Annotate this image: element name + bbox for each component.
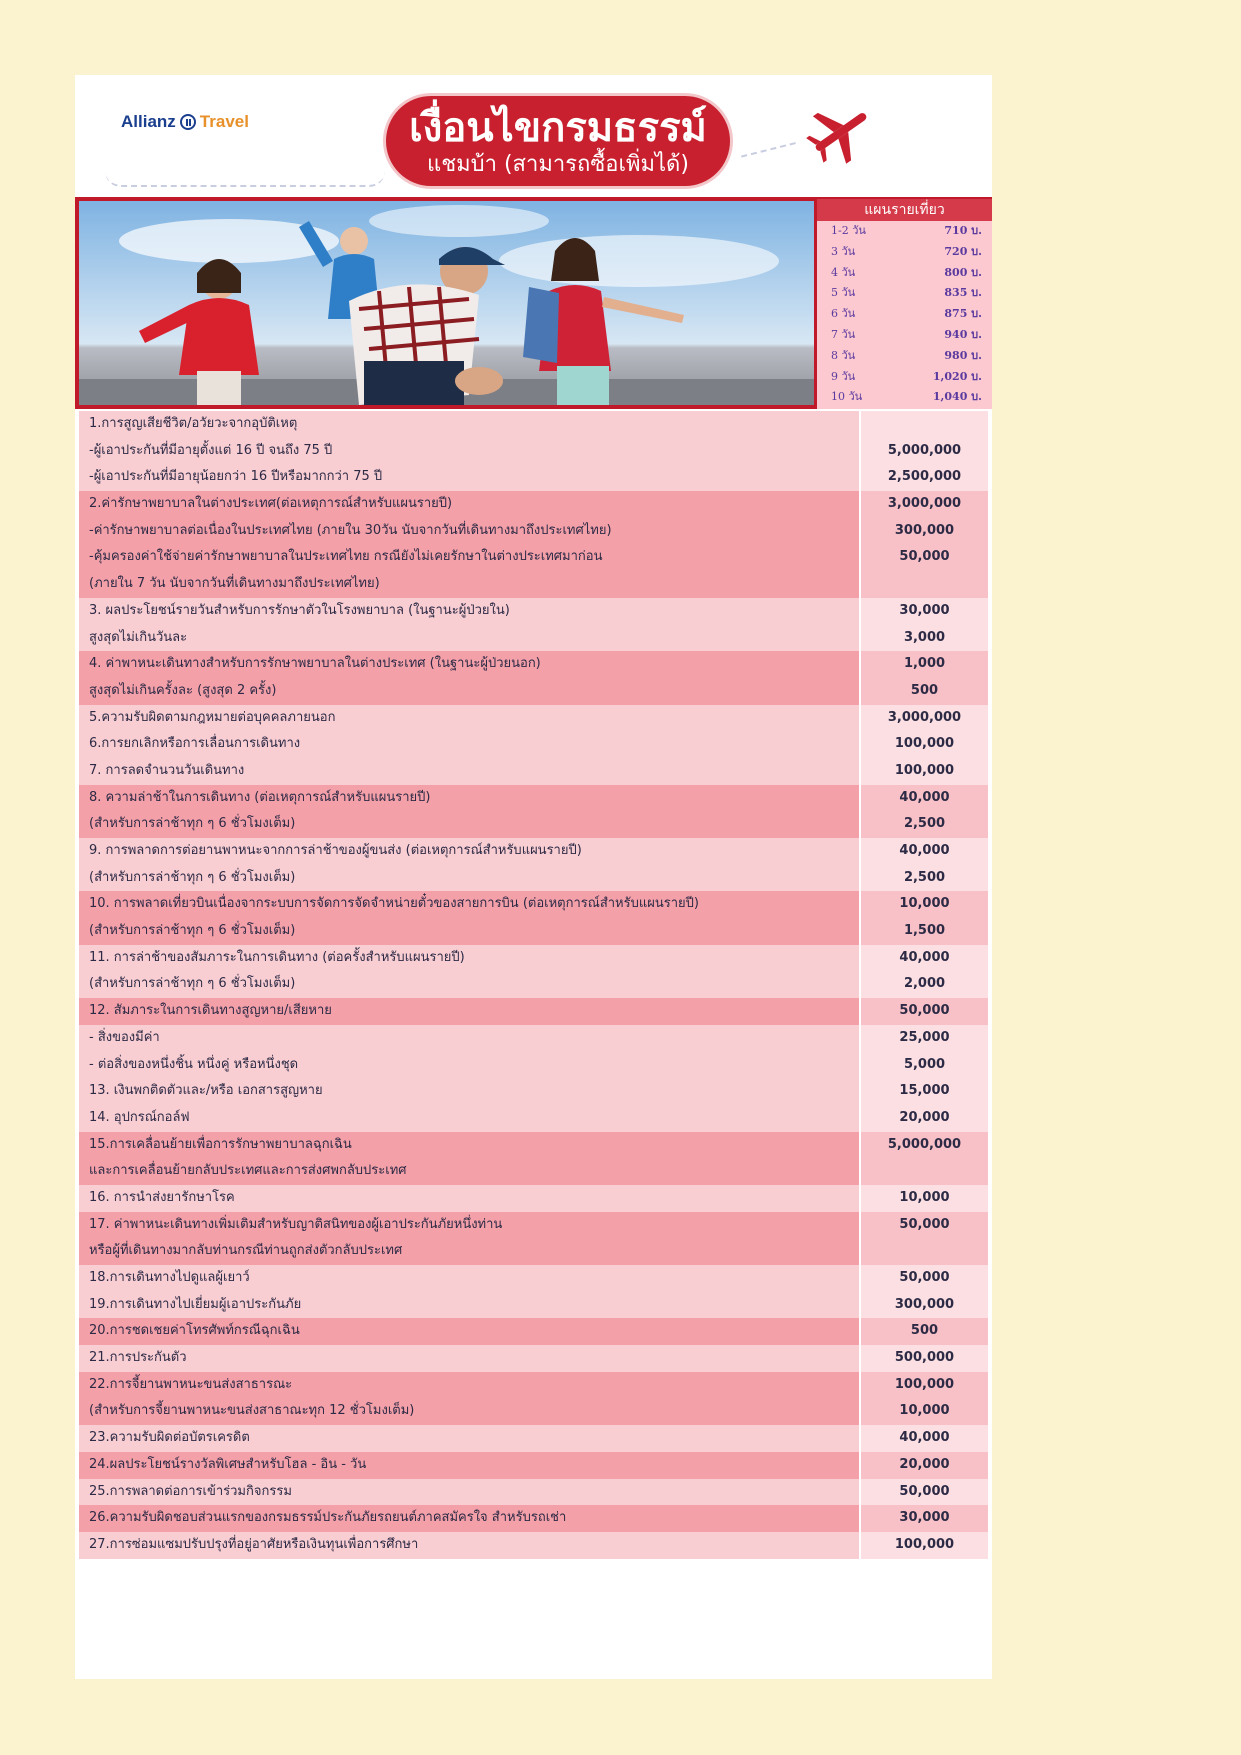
- benefit-label: 2.ค่ารักษาพยาบาลในต่างประเทศ(ต่อเหตุการณ์สำหรับแผนรายปี): [89, 496, 453, 512]
- benefit-label: 26.ความรับผิดชอบส่วนแรกของกรมธรรม์ประกันภัยรถยนต์ภาคสมัครใจ สำหรับรถเช่า: [89, 1510, 567, 1526]
- benefit-row: [79, 464, 988, 491]
- benefit-label: (สำหรับการล่าช้าทุก ๆ 6 ชั่วโมงเต็ม): [89, 869, 296, 885]
- benefit-label: 23.ความรับผิดต่อบัตรเครดิต: [89, 1430, 250, 1446]
- page-subtitle: แชมบ้า (สามารถซื้อเพิ่มได้): [427, 152, 689, 177]
- benefit-row: [79, 945, 988, 972]
- benefit-label: 4. ค่าพาหนะเดินทางสำหรับการรักษาพยาบาลในต่างประเทศ (ในฐานะผู้ป่วยนอก): [89, 656, 541, 672]
- trip-duration: 1-2 วัน: [831, 224, 866, 237]
- price-panel-heading: แผนรายเที่ยว: [817, 199, 992, 221]
- benefit-row: [79, 865, 988, 892]
- benefit-label: 3. ผลประโยชน์รายวันสำหรับการรักษาตัวในโรงพยาบาล (ในฐานะผู้ป่วยใน): [89, 602, 510, 618]
- benefit-label: 12. สัมภาระในการเดินทางสูญหาย/เสียหาย: [89, 1003, 332, 1019]
- trip-duration: 3 วัน: [831, 244, 856, 258]
- benefit-row: [79, 1345, 988, 1372]
- benefit-row: [79, 811, 988, 838]
- benefit-label: 19.การเดินทางไปเยี่ยมผู้เอาประกันภัย: [89, 1296, 302, 1312]
- hero-section: [75, 197, 992, 409]
- benefit-row: [79, 891, 988, 918]
- benefit-amount: 3,000,000: [859, 491, 988, 518]
- benefit-amount: 300,000: [859, 518, 988, 545]
- price-row: [817, 283, 992, 304]
- trip-duration: 6 วัน: [831, 307, 856, 321]
- price-row: [817, 387, 992, 408]
- brand-name: Allianz: [121, 112, 176, 131]
- benefit-amount: [859, 1158, 988, 1185]
- policy-sheet: [75, 75, 992, 1679]
- benefit-row: [79, 625, 988, 652]
- benefit-amount: 5,000,000: [859, 438, 988, 465]
- benefit-amount: 1,000: [859, 651, 988, 678]
- benefit-amount: 10,000: [859, 891, 988, 918]
- benefit-label: - ต่อสิ่งของหนึ่งชิ้น หนึ่งคู่ หรือหนึ่งชุด: [89, 1056, 299, 1072]
- benefit-row: [79, 544, 988, 571]
- benefit-label: (ภายใน 7 วัน นับจากวันที่เดินทางมาถึงประเทศไทย): [89, 576, 380, 592]
- benefit-row: [79, 518, 988, 545]
- price-row: [817, 325, 992, 346]
- benefit-amount: 25,000: [859, 1025, 988, 1052]
- benefit-amount: [859, 1238, 988, 1265]
- benefit-label: สูงสุดไม่เกินวันละ: [89, 629, 188, 645]
- benefit-amount: 40,000: [859, 1425, 988, 1452]
- benefit-amount: 40,000: [859, 945, 988, 972]
- trip-duration: 10 วัน: [831, 390, 863, 404]
- benefit-amount: 3,000: [859, 625, 988, 652]
- benefit-amount: 15,000: [859, 1078, 988, 1105]
- price-row: [817, 367, 992, 388]
- benefit-label: - สิ่งของมีค่า: [89, 1029, 160, 1045]
- benefit-amount: 100,000: [859, 731, 988, 758]
- benefit-row: [79, 1318, 988, 1345]
- title-banner: [383, 93, 733, 189]
- allianz-eagle-icon: [180, 114, 196, 130]
- trip-duration: 5 วัน: [831, 286, 856, 300]
- benefit-row: [79, 651, 988, 678]
- benefit-label: 9. การพลาดการต่อยานพาหนะจากการล่าช้าของผู้ขนส่ง (ต่อเหตุการณ์สำหรับแผนรายปี): [89, 843, 582, 858]
- trip-duration: 8 วัน: [831, 348, 856, 362]
- benefit-amount: 2,500: [859, 811, 988, 838]
- benefit-row: [79, 785, 988, 812]
- benefit-row: [79, 1425, 988, 1452]
- benefit-label: (สำหรับการล่าช้าทุก ๆ 6 ชั่วโมงเต็ม): [89, 816, 296, 832]
- benefit-row: [79, 758, 988, 785]
- benefit-row: [79, 1185, 988, 1212]
- benefit-row: [79, 1078, 988, 1105]
- benefit-label: 22.การจี้ยานพาหนะขนส่งสาธารณะ: [89, 1376, 293, 1392]
- benefit-amount: 5,000: [859, 1052, 988, 1079]
- benefit-label: 14. อุปกรณ์กอล์ฟ: [89, 1109, 190, 1125]
- benefit-label: 8. ความล่าช้าในการเดินทาง (ต่อเหตุการณ์สำหรับแผนรายปี): [89, 789, 431, 805]
- benefit-amount: 2,500,000: [859, 464, 988, 491]
- benefit-label: 1.การสูญเสียชีวิต/อวัยวะจากอุบัติเหตุ: [89, 416, 298, 431]
- benefit-amount: 20,000: [859, 1452, 988, 1479]
- travelers-illustration: [79, 201, 814, 405]
- airplane-icon: [803, 97, 879, 167]
- benefit-amount: 30,000: [859, 598, 988, 625]
- benefit-label: 25.การพลาดต่อการเข้าร่วมกิจกรรม: [89, 1483, 292, 1499]
- benefit-row: [79, 1292, 988, 1319]
- benefit-amount: 50,000: [859, 998, 988, 1025]
- benefit-amount: 100,000: [859, 758, 988, 785]
- benefit-label: 20.การชดเชยค่าโทรศัพท์กรณีฉุกเฉิน: [89, 1323, 300, 1339]
- benefit-label: 24.ผลประโยชน์รางวัลพิเศษสำหรับโฮล - อิน - วัน: [89, 1456, 367, 1472]
- trip-price: 835 บ.: [944, 286, 982, 300]
- benefit-label: -ค่ารักษาพยาบาลต่อเนื่องในประเทศไทย (ภายใน 30วัน นับจากวันที่เดินทางมาถึงประเทศไทย): [89, 522, 612, 538]
- trip-price: 875 บ.: [944, 307, 982, 321]
- benefit-amount: [859, 411, 988, 438]
- benefit-amount: 500,000: [859, 1345, 988, 1372]
- benefit-label: 5.ความรับผิดตามกฎหมายต่อบุคคลภายนอก: [89, 709, 336, 725]
- price-row: [817, 263, 992, 284]
- benefit-amount: 50,000: [859, 1265, 988, 1292]
- benefit-amount: 10,000: [859, 1398, 988, 1425]
- benefit-amount: [859, 571, 988, 598]
- benefit-label: (สำหรับการล่าช้าทุก ๆ 6 ชั่วโมงเต็ม): [89, 923, 296, 939]
- benefit-amount: 2,500: [859, 865, 988, 892]
- benefit-amount: 100,000: [859, 1532, 988, 1559]
- benefit-amount: 500: [859, 678, 988, 705]
- benefit-row: [79, 998, 988, 1025]
- benefit-row: [79, 1452, 988, 1479]
- price-row: [817, 242, 992, 263]
- trip-price-panel: [817, 199, 992, 409]
- benefit-row: [79, 491, 988, 518]
- benefit-row: [79, 598, 988, 625]
- benefit-label: 6.การยกเลิกหรือการเลื่อนการเดินทาง: [89, 736, 301, 752]
- benefit-label: หรือผู้ที่เดินทางมากลับท่านกรณีท่านถูกส่งตัวกลับประเทศ: [89, 1243, 403, 1259]
- brand-sub: Travel: [199, 112, 249, 131]
- benefit-amount: 500: [859, 1318, 988, 1345]
- dashed-flight-path-right: [738, 130, 796, 157]
- benefit-label: 11. การล่าช้าของสัมภาระในการเดินทาง (ต่อครั้งสำหรับแผนรายปี): [89, 949, 465, 965]
- trip-price: 940 บ.: [944, 327, 982, 341]
- benefit-label: 7. การลดจำนวนวันเดินทาง: [89, 762, 245, 778]
- benefit-amount: 50,000: [859, 1479, 988, 1506]
- benefit-row: [79, 1212, 988, 1239]
- benefit-label: (สำหรับการจี้ยานพาหนะขนส่งสาธาณะทุก 12 ชั่วโมงเต็ม): [89, 1403, 415, 1419]
- benefit-amount: 50,000: [859, 544, 988, 571]
- benefit-label: 27.การซ่อมแซมปรับปรุงที่อยู่อาศัยหรือเงินทุนเพื่อการศึกษา: [89, 1536, 419, 1552]
- benefit-label: 15.การเคลื่อนย้ายเพื่อการรักษาพยาบาลฉุกเฉิน: [89, 1136, 352, 1152]
- price-list: [817, 221, 992, 408]
- benefit-label: -คุ้มครองค่าใช้จ่ายค่ารักษาพยาบาลในประเทศไทย กรณียังไม่เคยรักษาในต่างประเทศมาก่อน: [89, 549, 603, 565]
- benefit-row: [79, 411, 988, 438]
- trip-price: 800 บ.: [944, 265, 982, 279]
- trip-duration: 4 วัน: [831, 265, 856, 279]
- dashed-flight-path: [105, 171, 385, 187]
- benefit-label: -ผู้เอาประกันที่มีอายุตั้งแต่ 16 ปี จนถึง 75 ปี: [89, 442, 333, 458]
- benefit-row: [79, 838, 988, 865]
- benefit-row: [79, 971, 988, 998]
- trip-duration: 7 วัน: [831, 327, 856, 341]
- benefit-row: [79, 438, 988, 465]
- trip-price: 710 บ.: [944, 224, 982, 237]
- benefit-amount: 1,500: [859, 918, 988, 945]
- header: [75, 75, 992, 195]
- benefit-label: และการเคลื่อนย้ายกลับประเทศและการส่งศพกลับประเทศ: [89, 1163, 407, 1179]
- benefit-amount: 40,000: [859, 785, 988, 812]
- trip-duration: 9 วัน: [831, 369, 856, 383]
- benefit-amount: 40,000: [859, 838, 988, 865]
- benefit-row: [79, 1105, 988, 1132]
- benefit-row: [79, 918, 988, 945]
- benefit-label: -ผู้เอาประกันที่มีอายุน้อยกว่า 16 ปีหรือมากกว่า 75 ปี: [89, 469, 383, 485]
- benefit-row: [79, 1265, 988, 1292]
- price-row: [817, 304, 992, 325]
- benefit-label: 17. ค่าพาหนะเดินทางเพิ่มเติมสำหรับญาติสนิทของผู้เอาประกันภัยหนึ่งท่าน: [89, 1216, 503, 1232]
- trip-price: 1,040 บ.: [932, 390, 982, 404]
- price-row: [817, 346, 992, 367]
- benefit-label: สูงสุดไม่เกินครั้งละ (สูงสุด 2 ครั้ง): [89, 682, 277, 698]
- trip-price: 980 บ.: [944, 348, 982, 362]
- page-title: เงื่อนไขกรมธรรม์: [409, 105, 707, 151]
- benefits-table: [79, 411, 988, 1559]
- benefit-row: [79, 678, 988, 705]
- benefit-amount: 20,000: [859, 1105, 988, 1132]
- benefit-amount: 2,000: [859, 971, 988, 998]
- benefit-label: 21.การประกันตัว: [89, 1350, 187, 1366]
- benefit-amount: 5,000,000: [859, 1132, 988, 1159]
- benefit-row: [79, 731, 988, 758]
- benefit-amount: 30,000: [859, 1505, 988, 1532]
- benefit-row: [79, 1025, 988, 1052]
- benefit-row: [79, 1372, 988, 1399]
- travelers-photo: [79, 201, 814, 405]
- benefit-row: [79, 571, 988, 598]
- trip-price: 1,020 บ.: [932, 369, 982, 383]
- benefit-row: [79, 1505, 988, 1532]
- benefit-row: [79, 1398, 988, 1425]
- benefit-label: 13. เงินพกติดตัวและ/หรือ เอกสารสูญหาย: [89, 1083, 323, 1099]
- benefit-row: [79, 1532, 988, 1559]
- benefit-amount: 300,000: [859, 1292, 988, 1319]
- benefit-amount: 100,000: [859, 1372, 988, 1399]
- brand-logo: [121, 109, 249, 135]
- price-row: [817, 221, 992, 242]
- benefit-label: 18.การเดินทางไปดูแลผู้เยาว์: [89, 1270, 250, 1285]
- benefit-row: [79, 1158, 988, 1185]
- trip-price: 720 บ.: [944, 244, 982, 258]
- benefit-label: 16. การนำส่งยารักษาโรค: [89, 1189, 235, 1205]
- benefit-row: [79, 1238, 988, 1265]
- benefit-amount: 10,000: [859, 1185, 988, 1212]
- benefit-row: [79, 705, 988, 732]
- benefit-row: [79, 1052, 988, 1079]
- benefit-row: [79, 1132, 988, 1159]
- benefit-amount: 50,000: [859, 1212, 988, 1239]
- benefit-label: (สำหรับการล่าช้าทุก ๆ 6 ชั่วโมงเต็ม): [89, 976, 296, 992]
- benefit-row: [79, 1479, 988, 1506]
- benefit-label: 10. การพลาดเที่ยวบินเนื่องจากระบบการจัดการจัดจำหน่ายตั๋วของสายการบิน (ต่อเหตุการณ์สำหรับแผนรายปี): [89, 896, 699, 912]
- benefit-amount: 3,000,000: [859, 705, 988, 732]
